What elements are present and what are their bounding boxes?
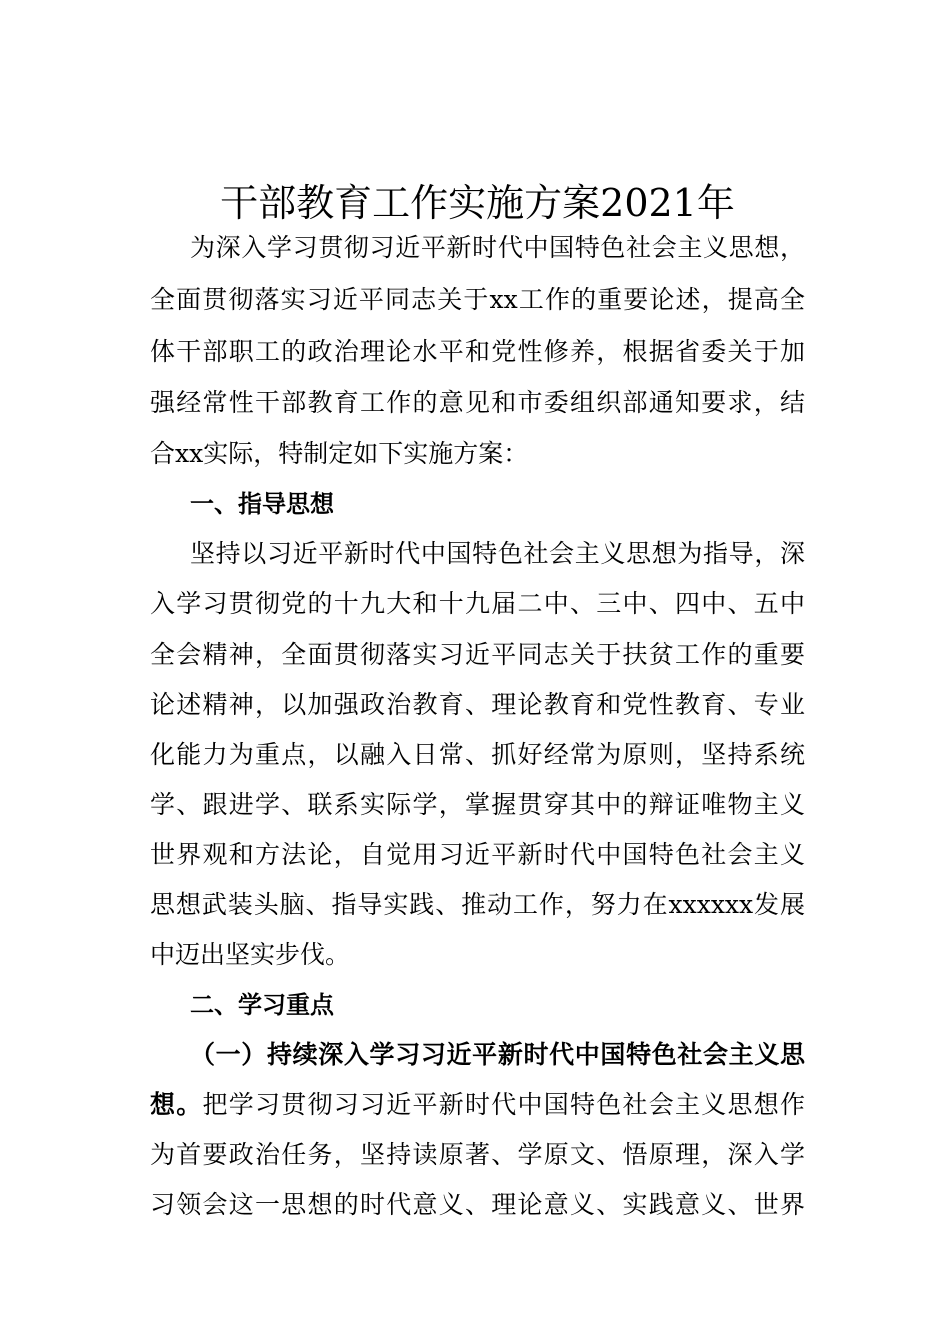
section-1-line-5: 化能力为重点，以融入日常、抓好经常为原则，坚持系统 <box>150 740 805 769</box>
document-title: 干部教育工作实施方案2021年 <box>220 181 735 225</box>
section-1-line-4: 论述精神，以加强政治教育、理论教育和党性教育、专业 <box>150 690 805 719</box>
section-2-line-3: 为首要政治任务，坚持读原著、学原文、悟原理，深入学 <box>150 1140 805 1169</box>
section-1-line-2: 入学习贯彻党的十九大和十九届二中、三中、四中、五中 <box>150 589 805 618</box>
section-1-line-1: 坚持以习近平新时代中国特色社会主义思想为指导，深 <box>190 539 805 568</box>
intro-line-2: 全面贯彻落实习近平同志关于xx工作的重要论述，提高全 <box>150 285 805 314</box>
section-2-item-1-text: 把学习贯彻习习近平新时代中国特色社会主义思想作 <box>202 1090 805 1119</box>
section-1-line-9: 中迈出坚实步伐。 <box>150 940 351 969</box>
intro-line-1: 为深入学习贯彻习近平新时代中国特色社会主义思想， <box>190 233 805 262</box>
intro-line-5: 合xx实际，特制定如下实施方案： <box>150 439 529 468</box>
section-2-item-1-title: （一）持续深入学习习近平新时代中国特色社会主义思 <box>190 1040 805 1069</box>
section-2-line-4: 习领会这一思想的时代意义、理论意义、实践意义、世界 <box>150 1190 805 1219</box>
section-1-line-7: 世界观和方法论，自觉用习近平新时代中国特色社会主义 <box>150 840 805 869</box>
section-1-line-3: 全会精神，全面贯彻落实习近平同志关于扶贫工作的重要 <box>150 640 805 669</box>
section-2-item-1-line-2 <box>150 1079 805 1131</box>
section-2-item-1-title-end: 想。 <box>150 1090 203 1119</box>
intro-line-3: 体干部职工的政治理论水平和党性修养，根据省委关于加 <box>150 337 805 366</box>
intro-line-4: 强经常性干部教育工作的意见和市委组织部通知要求，结 <box>150 388 805 417</box>
section-1-heading: 一、指导思想 <box>190 490 334 518</box>
section-1-line-6: 学、跟进学、联系实际学，掌握贯穿其中的辩证唯物主义 <box>150 790 805 819</box>
section-2-heading: 二、学习重点 <box>190 991 334 1019</box>
section-1-line-8: 思想武装头脑、指导实践、推动工作，努力在xxxxxx发展 <box>150 890 805 919</box>
